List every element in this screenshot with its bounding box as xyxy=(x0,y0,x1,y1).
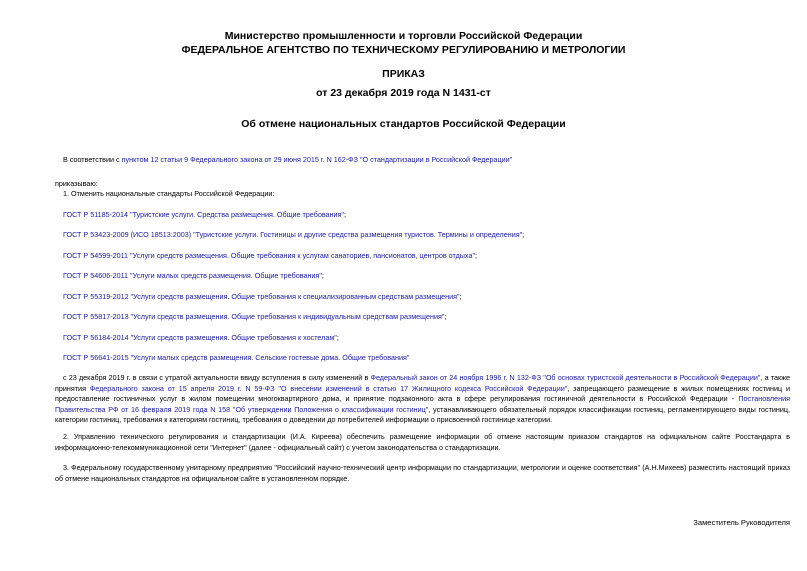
standard-link[interactable]: ГОСТ Р 56184-2014 "Услуги средств размещения. Общие требования к хостелам" xyxy=(63,333,337,342)
paragraph-3: 3. Федеральному государственному унитарному предприятию "Российский научно-технический центр информации по стандартизации, метрологии и оценке соответствия" (А.Н.Михеев) разместить настоящий приказ об отмене национальных стандартов на официальном сайте в установленном порядке. xyxy=(55,463,790,483)
standard-item: ГОСТ Р 51185-2014 "Туристские услуги. Средства размещения. Общие требования"; xyxy=(63,210,346,219)
standard-link[interactable]: ГОСТ Р 54606-2011 "Услуги малых средств размещения. Общие требования" xyxy=(63,271,322,280)
standard-link[interactable]: ГОСТ Р 55319-2012 "Услуги средств размещения. Общие требования к специализированным средствам размещения" xyxy=(63,292,460,301)
law-59-link[interactable]: Федерального закона от 15 апреля 2019 г. N 59-ФЗ "О внесении изменений в статью 17 Жилищного кодекса Российской Федерации" xyxy=(89,383,568,393)
law-132-link[interactable]: Федеральный закон от 24 ноября 1996 г. N 132-ФЗ "Об основах туристской деятельности в Российской Федерации" xyxy=(370,373,761,382)
standard-link[interactable]: ГОСТ Р 51185-2014 "Туристские услуги. Средства размещения. Общие требования" xyxy=(63,210,344,219)
intro-law-link[interactable]: пунктом 12 статьи 9 Федерального закона от 29 июня 2015 г. N 162-ФЗ "О стандартизации в Российской Федерации" xyxy=(121,155,513,164)
doc-type: ПРИКАЗ xyxy=(382,68,425,80)
standard-item: ГОСТ Р 55817-2013 "Услуги средств размещения. Общие требования к индивидуальным средствам размещения"; xyxy=(63,312,447,321)
ministry-name: Министерство промышленности и торговли Российской Федерации xyxy=(224,30,583,42)
doc-subject: Об отмене национальных стандартов Российской Федерации xyxy=(241,118,566,130)
effective-paragraph: с 23 декабря 2019 г. в связи с утратой актуальности ввиду вступления в силу изменений в Федеральный закон от 24 ноября 1996 г. N 132-ФЗ "Об основах туристской деятельности в Российской Федерации", а также принятия Федерального закона от 15 апреля 2019 г. N 59-ФЗ "О внесении изменений в статью 17 Жилищного кодекса Российской Федерации", запрещающего размещение в жилых помещениях гостиниц и предоставление гостиничных услуг в жилом помещении многоквартирного дома, и принятие подзаконного акта в сфере регулирования гостиничной деятельности в Российской Федерации - Постановления Правительства РФ от 16 февраля 2019 года N 158 "Об утверждении Положения о классификации гостиниц", устанавливающего обязательный порядок классификации гостиниц, регламентирующего виды гостиниц, категории гостиниц, требования к категориям гостиниц, требования о доведении до потребителей информации о присвоенной гостинице категории. xyxy=(55,373,790,424)
signature: Заместитель Руководителя xyxy=(693,518,790,527)
standard-item: ГОСТ Р 54606-2011 "Услуги малых средств размещения. Общие требования"; xyxy=(63,271,324,280)
resolution-158-link[interactable]: Постановления Правительства РФ от 16 февраля 2019 года N 158 "Об утверждении Положения о классификации гостиниц" xyxy=(55,394,790,414)
standard-link[interactable]: ГОСТ Р 56641-2015 "Услуги малых средств размещения. Сельские гостевые дома. Общие требования" xyxy=(63,353,410,362)
standard-item xyxy=(63,353,409,364)
agency-name: ФЕДЕРАЛЬНОЕ АГЕНТСТВО ПО ТЕХНИЧЕСКОМУ РЕГУЛИРОВАНИЮ И МЕТРОЛОГИИ xyxy=(181,44,626,56)
intro-prefix: В соответствии с xyxy=(63,155,122,164)
standard-item: ГОСТ Р 53423-2009 (ИСО 18513:2003) "Туристские услуги. Гостиницы и другие средства размещения туристов. Термины и определения"; xyxy=(63,230,525,239)
standard-link[interactable]: ГОСТ Р 54599-2011 "Услуги средств размещения. Общие требования к услугам санаториев, пансионатов, центров отдыха" xyxy=(63,251,475,260)
doc-date-number: от 23 декабря 2019 года N 1431-ст xyxy=(316,87,491,99)
standard-item: ГОСТ Р 56184-2014 "Услуги средств размещения. Общие требования к хостелам"; xyxy=(63,333,339,342)
standard-item: ГОСТ Р 55319-2012 "Услуги средств размещения. Общие требования к специализированным средствам размещения"; xyxy=(63,292,462,301)
standard-item: ГОСТ Р 54599-2011 "Услуги средств размещения. Общие требования к услугам санаториев, пансионатов, центров отдыха"; xyxy=(63,251,477,260)
standard-link[interactable]: ГОСТ Р 55817-2013 "Услуги средств размещения. Общие требования к индивидуальным средствам размещения" xyxy=(63,312,445,321)
intro-paragraph xyxy=(63,155,512,166)
item1-heading: 1. Отменить национальные стандарты Российской Федерации: xyxy=(63,189,275,198)
order-word: приказываю: xyxy=(55,179,98,188)
standard-link[interactable]: ГОСТ Р 53423-2009 (ИСО 18513:2003) "Туристские услуги. Гостиницы и другие средства размещения туристов. Термины и определения" xyxy=(63,230,523,239)
paragraph-2: 2. Управлению технического регулирования и стандартизации (И.А. Киреева) обеспечить размещение информации об отмене настоящим приказом стандартов на официальном сайте Росстандарта в информационно-телекоммуникационной сети "Интернет" (далее - официальный сайт) с учетом законодательства о стандартизации. xyxy=(55,432,790,452)
